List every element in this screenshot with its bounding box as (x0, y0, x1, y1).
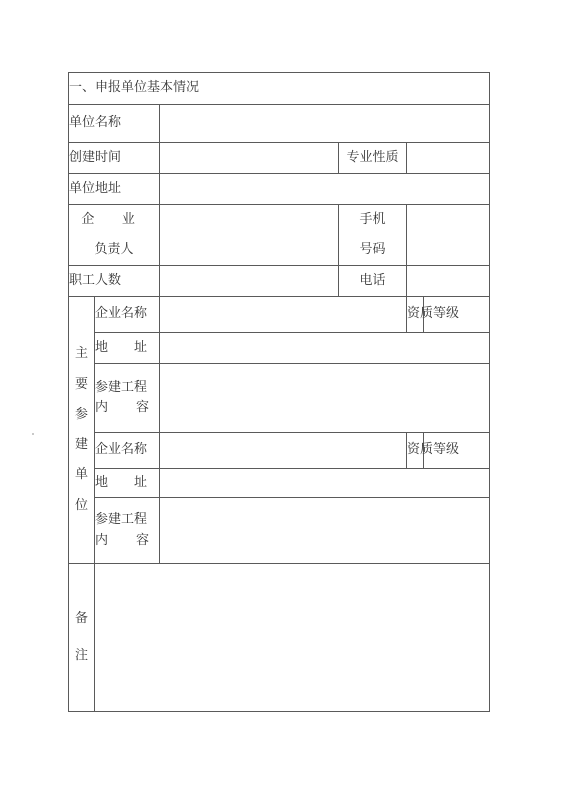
project-content-field-1[interactable] (160, 364, 490, 433)
content-char: 内 (95, 400, 109, 415)
project-content-line1: 参建工程 (95, 512, 148, 528)
founded-time-field[interactable] (160, 143, 339, 174)
remarks-label (69, 564, 95, 712)
company-name-label-1: 企业名称 (95, 297, 160, 333)
mobile-label (339, 205, 407, 266)
staff-count-label: 职工人数 (69, 266, 160, 297)
remarks-field[interactable] (95, 564, 490, 712)
main-units-char: 主 (74, 346, 88, 362)
project-content-field-2[interactable] (160, 498, 490, 564)
qualification-label-text-1: 资质等级 (407, 306, 460, 322)
remarks-char: 注 (74, 647, 88, 663)
unit-address-label: 单位地址 (69, 174, 160, 205)
qualification-label-2 (407, 433, 460, 469)
leader-field[interactable] (160, 205, 339, 266)
company-name-field-1[interactable] (160, 297, 407, 333)
main-units-char: 建 (74, 437, 88, 452)
section-title: 一、申报单位基本情况 (69, 73, 490, 105)
content-char: 容 (135, 400, 149, 415)
remarks-char: 备 (74, 611, 88, 627)
project-content-line1: 参建工程 (95, 379, 148, 395)
application-form-table (68, 72, 490, 712)
specialty-field[interactable] (407, 143, 490, 174)
mobile-label-line2: 号码 (359, 242, 386, 257)
qualification-label-1 (407, 297, 460, 333)
unit-name-label: 单位名称 (69, 105, 160, 143)
project-content-label-1 (95, 364, 160, 433)
content-char: 内 (95, 532, 109, 548)
participant-address-field-2[interactable] (160, 469, 490, 498)
phone-label: 电话 (339, 266, 407, 297)
main-units-char: 要 (74, 376, 88, 392)
address-char: 地 (95, 339, 109, 355)
mobile-field[interactable] (407, 205, 490, 266)
main-units-char: 位 (74, 497, 88, 513)
main-units-char: 单 (74, 467, 88, 483)
address-char: 址 (133, 339, 147, 355)
company-name-field-2[interactable] (160, 433, 407, 469)
address-char: 地 (95, 474, 109, 490)
founded-time-label: 创建时间 (69, 143, 160, 174)
project-content-label-2 (95, 498, 160, 564)
main-units-char: 参 (74, 406, 88, 422)
unit-name-field[interactable] (160, 105, 490, 143)
phone-field[interactable] (407, 266, 490, 297)
qualification-label-text-2: 资质等级 (407, 442, 460, 458)
participant-address-label-1 (95, 333, 160, 364)
company-name-label-2: 企业名称 (95, 433, 160, 469)
specialty-label: 专业性质 (339, 143, 407, 174)
leader-label-line1: 企 业 (81, 211, 147, 227)
main-participating-units-label (69, 297, 95, 564)
participant-address-field-1[interactable] (160, 333, 490, 364)
mobile-label-line1: 手机 (359, 211, 386, 227)
unit-address-field[interactable] (160, 174, 490, 205)
leader-label (69, 205, 160, 266)
scan-speck (32, 433, 34, 435)
address-char: 址 (133, 474, 147, 490)
staff-count-field[interactable] (160, 266, 339, 297)
content-char: 容 (135, 532, 149, 548)
leader-label-line2: 负责人 (94, 242, 134, 257)
participant-address-label-2 (95, 469, 160, 498)
